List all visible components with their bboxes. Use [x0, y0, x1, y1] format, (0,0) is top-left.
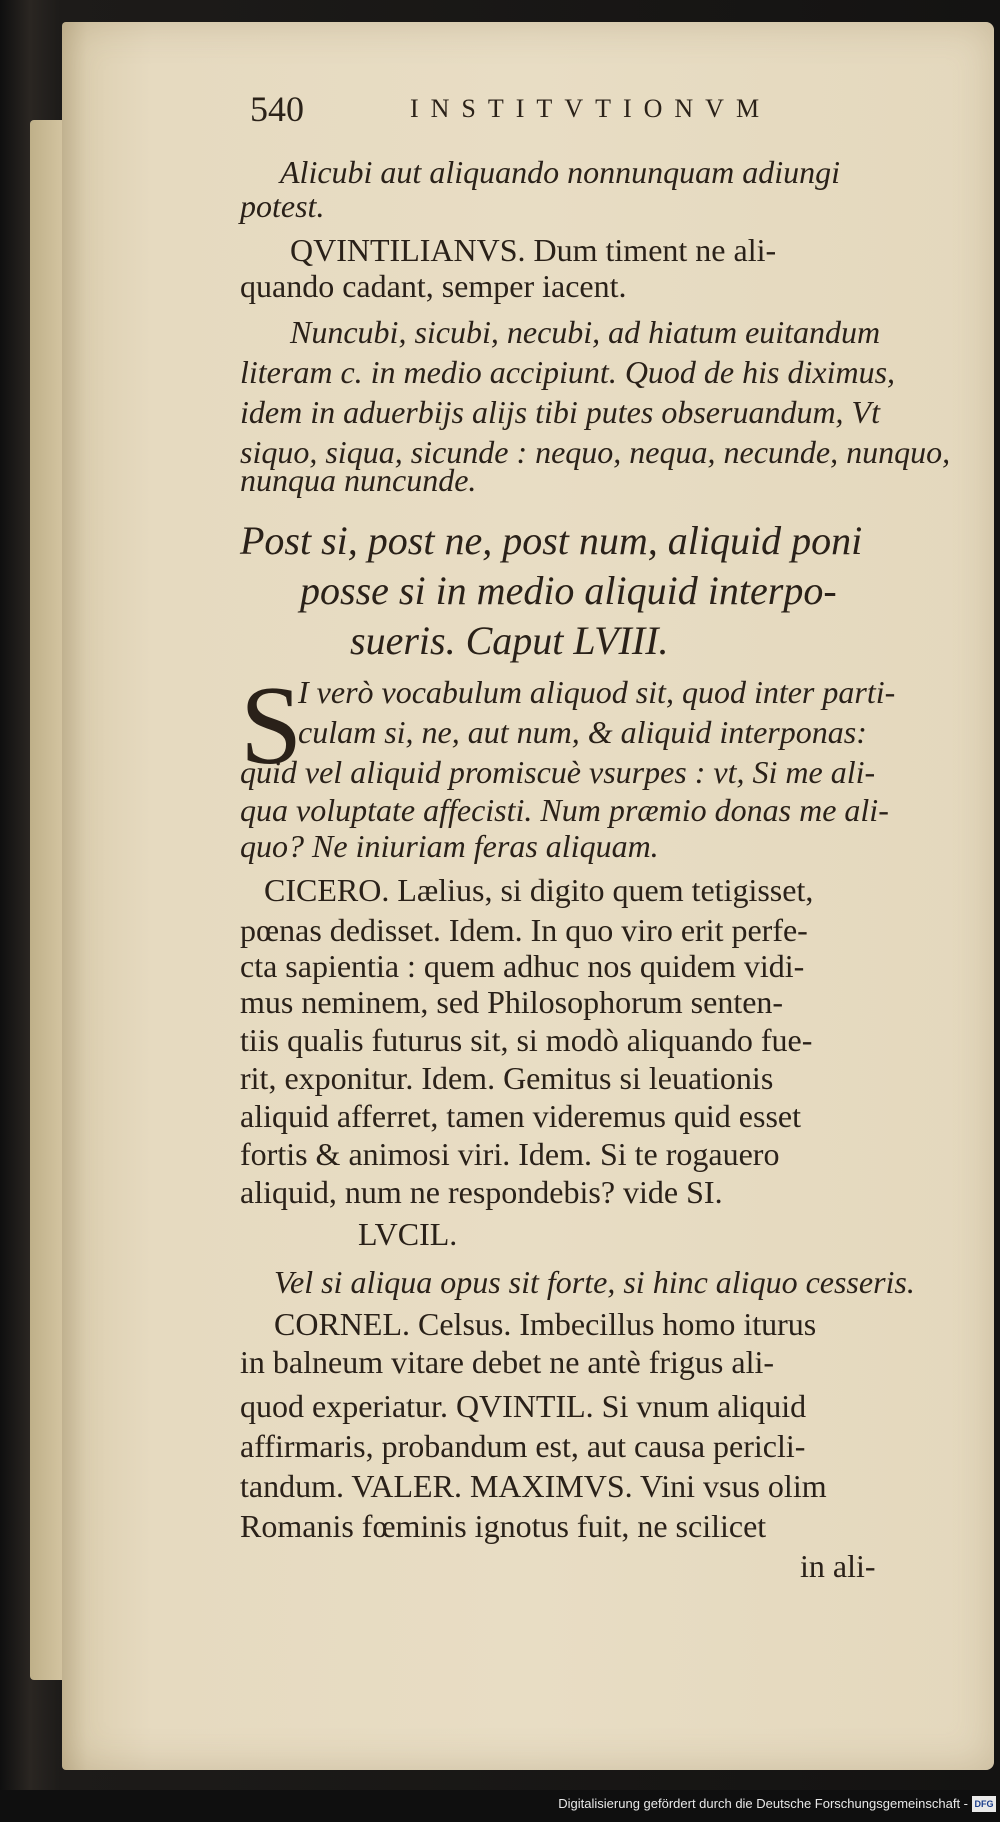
footer-credit: Digitalisierung gefördert durch die Deutsche Forschungsgemeinschaft -: [558, 1796, 968, 1811]
chapter-heading-line: posse si in medio aliquid interpo-: [300, 568, 837, 613]
text-line: QVINTILIANVS. Dum timent ne ali-: [290, 232, 777, 268]
drop-cap: S: [240, 664, 303, 788]
page-number: 540: [250, 89, 304, 129]
text-line: qua voluptate affecisti. Num præmio donas me ali-: [240, 792, 889, 828]
text-line: Romanis fœminis ignotus fuit, ne scilicet: [240, 1508, 767, 1544]
text-line: pœnas dedisset. Idem. In quo viro erit perfe-: [240, 912, 808, 948]
running-title: INSTITVTIONVM: [410, 94, 772, 123]
chapter-heading-line: Post si, post ne, post num, aliquid poni: [240, 518, 863, 563]
text-line: I verò vocabulum aliquod sit, quod inter parti-: [298, 674, 896, 710]
text-line: LVCIL.: [358, 1216, 458, 1252]
text-line: CICERO. Lælius, si digito quem tetigisset,: [264, 872, 814, 908]
text-line: cta sapientia : quem adhuc nos quidem vidi-: [240, 948, 805, 984]
text-line: CORNEL. Celsus. Imbecillus homo iturus: [274, 1306, 817, 1342]
text-line: aliquid, num ne respondebis? vide SI.: [240, 1174, 723, 1210]
text-line: in balneum vitare debet ne antè frigus ali-: [240, 1344, 775, 1380]
text-line: culam si, ne, aut num, & aliquid interponas:: [298, 714, 867, 750]
text-line: mus neminem, sed Philosophorum senten-: [240, 984, 784, 1020]
text-line: rit, exponitur. Idem. Gemitus si leuationis: [240, 1060, 774, 1096]
dfg-logo: DFG: [972, 1796, 996, 1812]
text-line: quo? Ne iniuriam feras aliquam.: [240, 828, 659, 864]
text-line: idem in aduerbijs alijs tibi putes obseruandum, Vt: [240, 394, 880, 430]
text-line: siquo, siqua, sicunde : nequo, nequa, necunde, nunquo,: [240, 434, 951, 470]
text-line: tiis qualis futurus sit, si modò aliquando fue-: [240, 1022, 813, 1058]
catchword: in ali-: [800, 1548, 876, 1584]
text-line: quando cadant, semper iacent.: [240, 268, 627, 304]
running-head: [0, 72, 1000, 129]
text-line: quod experiatur. QVINTIL. Si vnum aliquid: [240, 1388, 807, 1424]
text-line: aliquid afferret, tamen videremus quid esset: [240, 1098, 801, 1134]
text-line: tandum. VALER. MAXIMVS. Vini vsus olim: [240, 1468, 827, 1504]
text-line: literam c. in medio accipiunt. Quod de his diximus,: [240, 354, 896, 390]
text-line: quid vel aliquid promiscuè vsurpes : vt, Si me ali-: [240, 754, 876, 790]
text-line: Vel si aliqua opus sit forte, si hinc aliquo cesseris.: [274, 1264, 915, 1300]
text-line: Alicubi aut aliquando nonnunquam adiungi: [280, 154, 840, 190]
digitization-footer: [0, 1790, 1000, 1822]
text-line: nunqua nuncunde.: [240, 462, 477, 498]
text-line: potest.: [240, 188, 325, 224]
text-line: fortis & animosi viri. Idem. Si te rogauero: [240, 1136, 780, 1172]
text-line: Nuncubi, sicubi, necubi, ad hiatum euitandum: [290, 314, 881, 350]
text-line: affirmaris, probandum est, aut causa pericli-: [240, 1428, 806, 1464]
chapter-heading-line: sueris. Caput LVIII.: [350, 618, 669, 663]
